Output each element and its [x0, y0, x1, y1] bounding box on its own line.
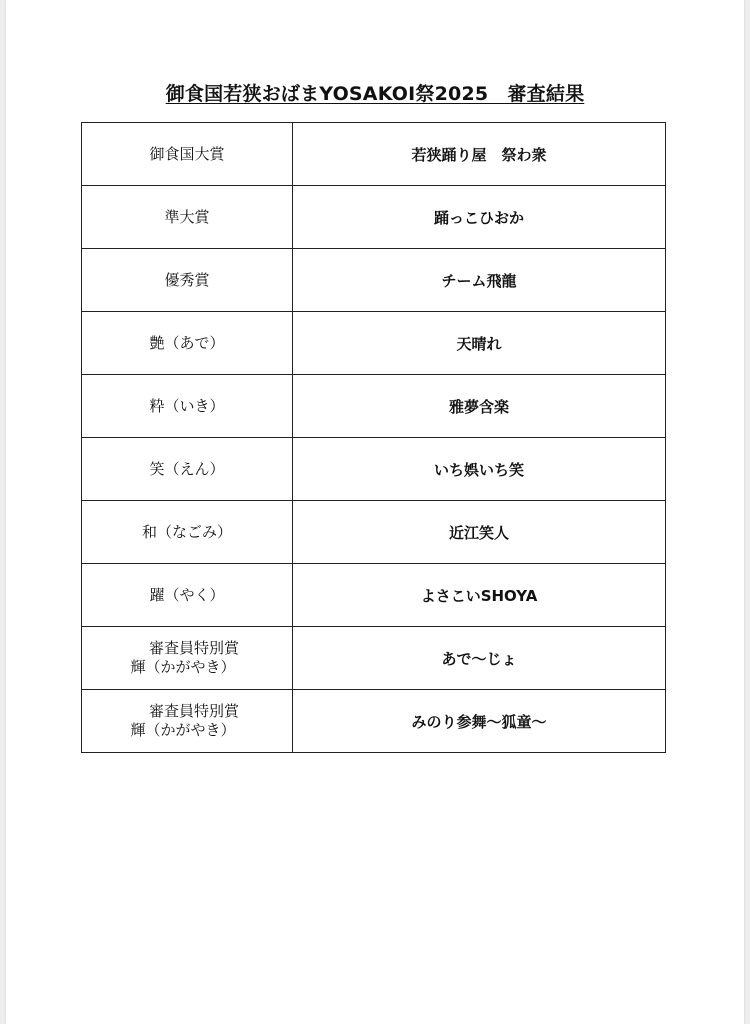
document-page: [6, 0, 744, 1024]
table-row: [82, 501, 666, 564]
winner-cell: みのり参舞～狐童～: [293, 690, 666, 753]
winner-cell: 天晴れ: [293, 312, 666, 375]
table-row: [82, 123, 666, 186]
results-table: [81, 122, 666, 753]
award-cell: 御食国大賞: [82, 123, 293, 186]
award-cell: 艶（あで）: [82, 312, 293, 375]
winner-cell: チーム飛龍: [293, 249, 666, 312]
award-cell: 躍（やく）: [82, 564, 293, 627]
winner-cell: あで～じょ: [293, 627, 666, 690]
table-row: [82, 690, 666, 753]
table-row: [82, 249, 666, 312]
winner-cell: 近江笑人: [293, 501, 666, 564]
award-cell: 優秀賞: [82, 249, 293, 312]
table-row: [82, 438, 666, 501]
table-row: [82, 186, 666, 249]
winner-cell: 踊っこひおか: [293, 186, 666, 249]
winner-cell: よさこいSHOYA: [293, 564, 666, 627]
winner-cell: 若狭踊り屋 祭わ衆: [293, 123, 666, 186]
winner-cell: いち娯いち笑: [293, 438, 666, 501]
table-row: [82, 375, 666, 438]
document-title: [6, 82, 744, 106]
table-row: [82, 627, 666, 690]
award-line-2: 輝（かがやき）: [130, 721, 236, 739]
award-line-1: 審査員特別賞: [148, 639, 239, 657]
award-cell: 笑（えん）: [82, 438, 293, 501]
title-text: 御食国若狭おばまYOSAKOI祭2025 審査結果: [165, 83, 585, 105]
award-cell: 和（なごみ）: [82, 501, 293, 564]
winner-cell: 雅夢含楽: [293, 375, 666, 438]
award-cell: [82, 627, 293, 690]
table-row: [82, 564, 666, 627]
table-row: [82, 312, 666, 375]
award-cell: [82, 690, 293, 753]
award-line-1: 審査員特別賞: [148, 702, 239, 720]
award-cell: 準大賞: [82, 186, 293, 249]
award-line-2: 輝（かがやき）: [130, 658, 236, 676]
award-cell: 粋（いき）: [82, 375, 293, 438]
